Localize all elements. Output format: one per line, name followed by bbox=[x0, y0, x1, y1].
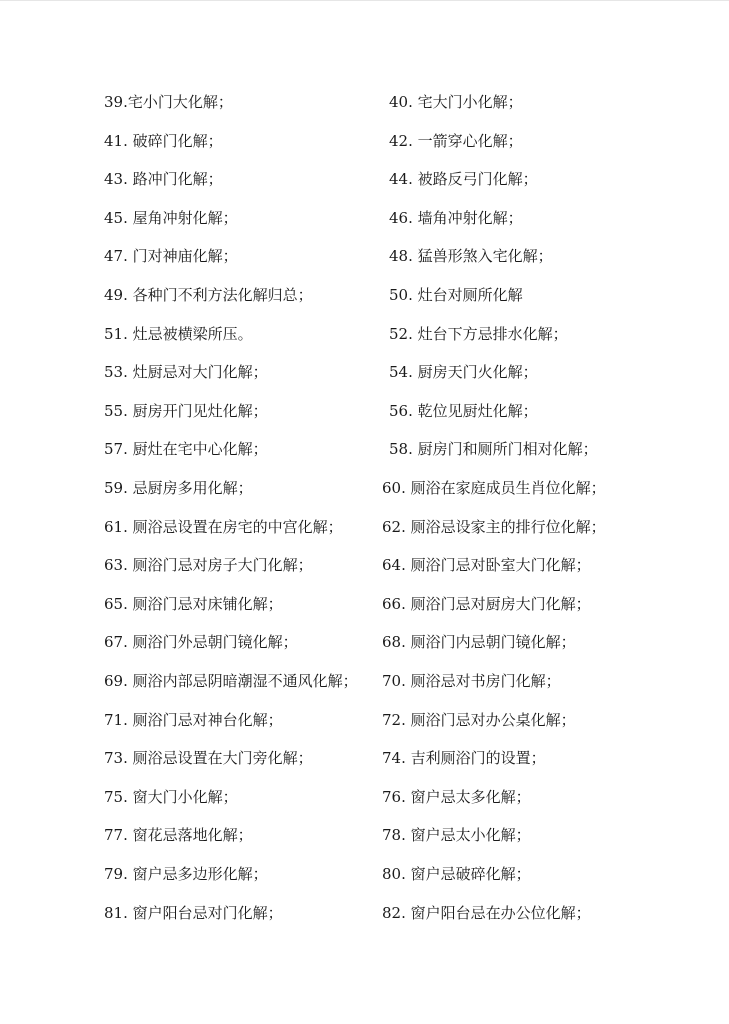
list-item-right: 56. 乾位见厨灶化解； bbox=[389, 402, 538, 420]
list-item-left: 57. 厨灶在宅中心化解； bbox=[104, 440, 268, 458]
list-row bbox=[0, 589, 729, 619]
list-item-right: 58. 厨房门和厕所门相对化解； bbox=[389, 440, 598, 458]
list-item-right: 62. 厕浴忌设家主的排行位化解； bbox=[382, 518, 606, 536]
list-row bbox=[0, 627, 729, 657]
list-item-left: 61. 厕浴忌设置在房宅的中宫化解； bbox=[104, 518, 343, 536]
list-row bbox=[0, 357, 729, 387]
list-item-right: 78. 窗户忌太小化解； bbox=[382, 826, 531, 844]
list-item-left: 69. 厕浴内部忌阴暗潮湿不通风化解； bbox=[104, 672, 358, 690]
list-item-left: 51. 灶忌被横梁所压。 bbox=[104, 325, 253, 343]
list-row bbox=[0, 473, 729, 503]
list-row bbox=[0, 782, 729, 812]
list-item-right: 40. 宅大门小化解； bbox=[389, 93, 523, 111]
list-item-right: 80. 窗户忌破碎化解； bbox=[382, 865, 531, 883]
list-item-left: 63. 厕浴门忌对房子大门化解； bbox=[104, 556, 313, 574]
list-item-left: 79. 窗户忌多边形化解； bbox=[104, 865, 268, 883]
list-item-right: 82. 窗户阳台忌在办公位化解； bbox=[382, 904, 591, 922]
list-item-left: 39.宅小门大化解； bbox=[104, 93, 233, 111]
list-item-left: 49. 各种门不利方法化解归总； bbox=[104, 286, 313, 304]
list-item-right: 48. 猛兽形煞入宅化解； bbox=[389, 247, 553, 265]
list-item-left: 59. 忌厨房多用化解； bbox=[104, 479, 253, 497]
list-item-right: 68. 厕浴门内忌朝门镜化解； bbox=[382, 633, 576, 651]
list-item-right: 70. 厕浴忌对书房门化解； bbox=[382, 672, 561, 690]
list-item-left: 45. 屋角冲射化解； bbox=[104, 209, 238, 227]
list-row bbox=[0, 87, 729, 117]
list-item-right: 44. 被路反弓门化解； bbox=[389, 170, 538, 188]
list-item-right: 72. 厕浴门忌对办公桌化解； bbox=[382, 711, 576, 729]
list-row bbox=[0, 820, 729, 850]
list-item-right: 52. 灶台下方忌排水化解； bbox=[389, 325, 568, 343]
list-item-left: 81. 窗户阳台忌对门化解； bbox=[104, 904, 283, 922]
list-item-left: 53. 灶厨忌对大门化解； bbox=[104, 363, 268, 381]
list-item-right: 66. 厕浴门忌对厨房大门化解； bbox=[382, 595, 591, 613]
list-item-right: 50. 灶台对厕所化解 bbox=[389, 286, 523, 304]
list-row bbox=[0, 705, 729, 735]
list-item-right: 60. 厕浴在家庭成员生肖位化解； bbox=[382, 479, 606, 497]
list-item-right: 54. 厨房天门火化解； bbox=[389, 363, 538, 381]
list-item-left: 47. 门对神庙化解； bbox=[104, 247, 238, 265]
list-row bbox=[0, 241, 729, 271]
list-row bbox=[0, 666, 729, 696]
list-item-right: 42. 一箭穿心化解； bbox=[389, 132, 523, 150]
list-item-right: 76. 窗户忌太多化解； bbox=[382, 788, 531, 806]
list-row bbox=[0, 126, 729, 156]
list-row bbox=[0, 203, 729, 233]
list-item-left: 75. 窗大门小化解； bbox=[104, 788, 238, 806]
list-row bbox=[0, 396, 729, 426]
list-item-left: 67. 厕浴门外忌朝门镜化解； bbox=[104, 633, 298, 651]
list-row bbox=[0, 280, 729, 310]
list-item-left: 71. 厕浴门忌对神台化解； bbox=[104, 711, 283, 729]
list-item-left: 73. 厕浴忌设置在大门旁化解； bbox=[104, 749, 313, 767]
list-item-right: 46. 墙角冲射化解； bbox=[389, 209, 523, 227]
list-row bbox=[0, 512, 729, 542]
list-item-left: 41. 破碎门化解； bbox=[104, 132, 223, 150]
list-item-right: 74. 吉利厕浴门的设置； bbox=[382, 749, 546, 767]
list-item-left: 77. 窗花忌落地化解； bbox=[104, 826, 253, 844]
list-row bbox=[0, 743, 729, 773]
list-item-left: 43. 路冲门化解； bbox=[104, 170, 223, 188]
list-row bbox=[0, 859, 729, 889]
list-row bbox=[0, 898, 729, 928]
list-row bbox=[0, 434, 729, 464]
list-item-right: 64. 厕浴门忌对卧室大门化解； bbox=[382, 556, 591, 574]
list-row bbox=[0, 550, 729, 580]
list-item-left: 65. 厕浴门忌对床铺化解； bbox=[104, 595, 283, 613]
list-item-left: 55. 厨房开门见灶化解； bbox=[104, 402, 268, 420]
list-row bbox=[0, 164, 729, 194]
list-row bbox=[0, 319, 729, 349]
